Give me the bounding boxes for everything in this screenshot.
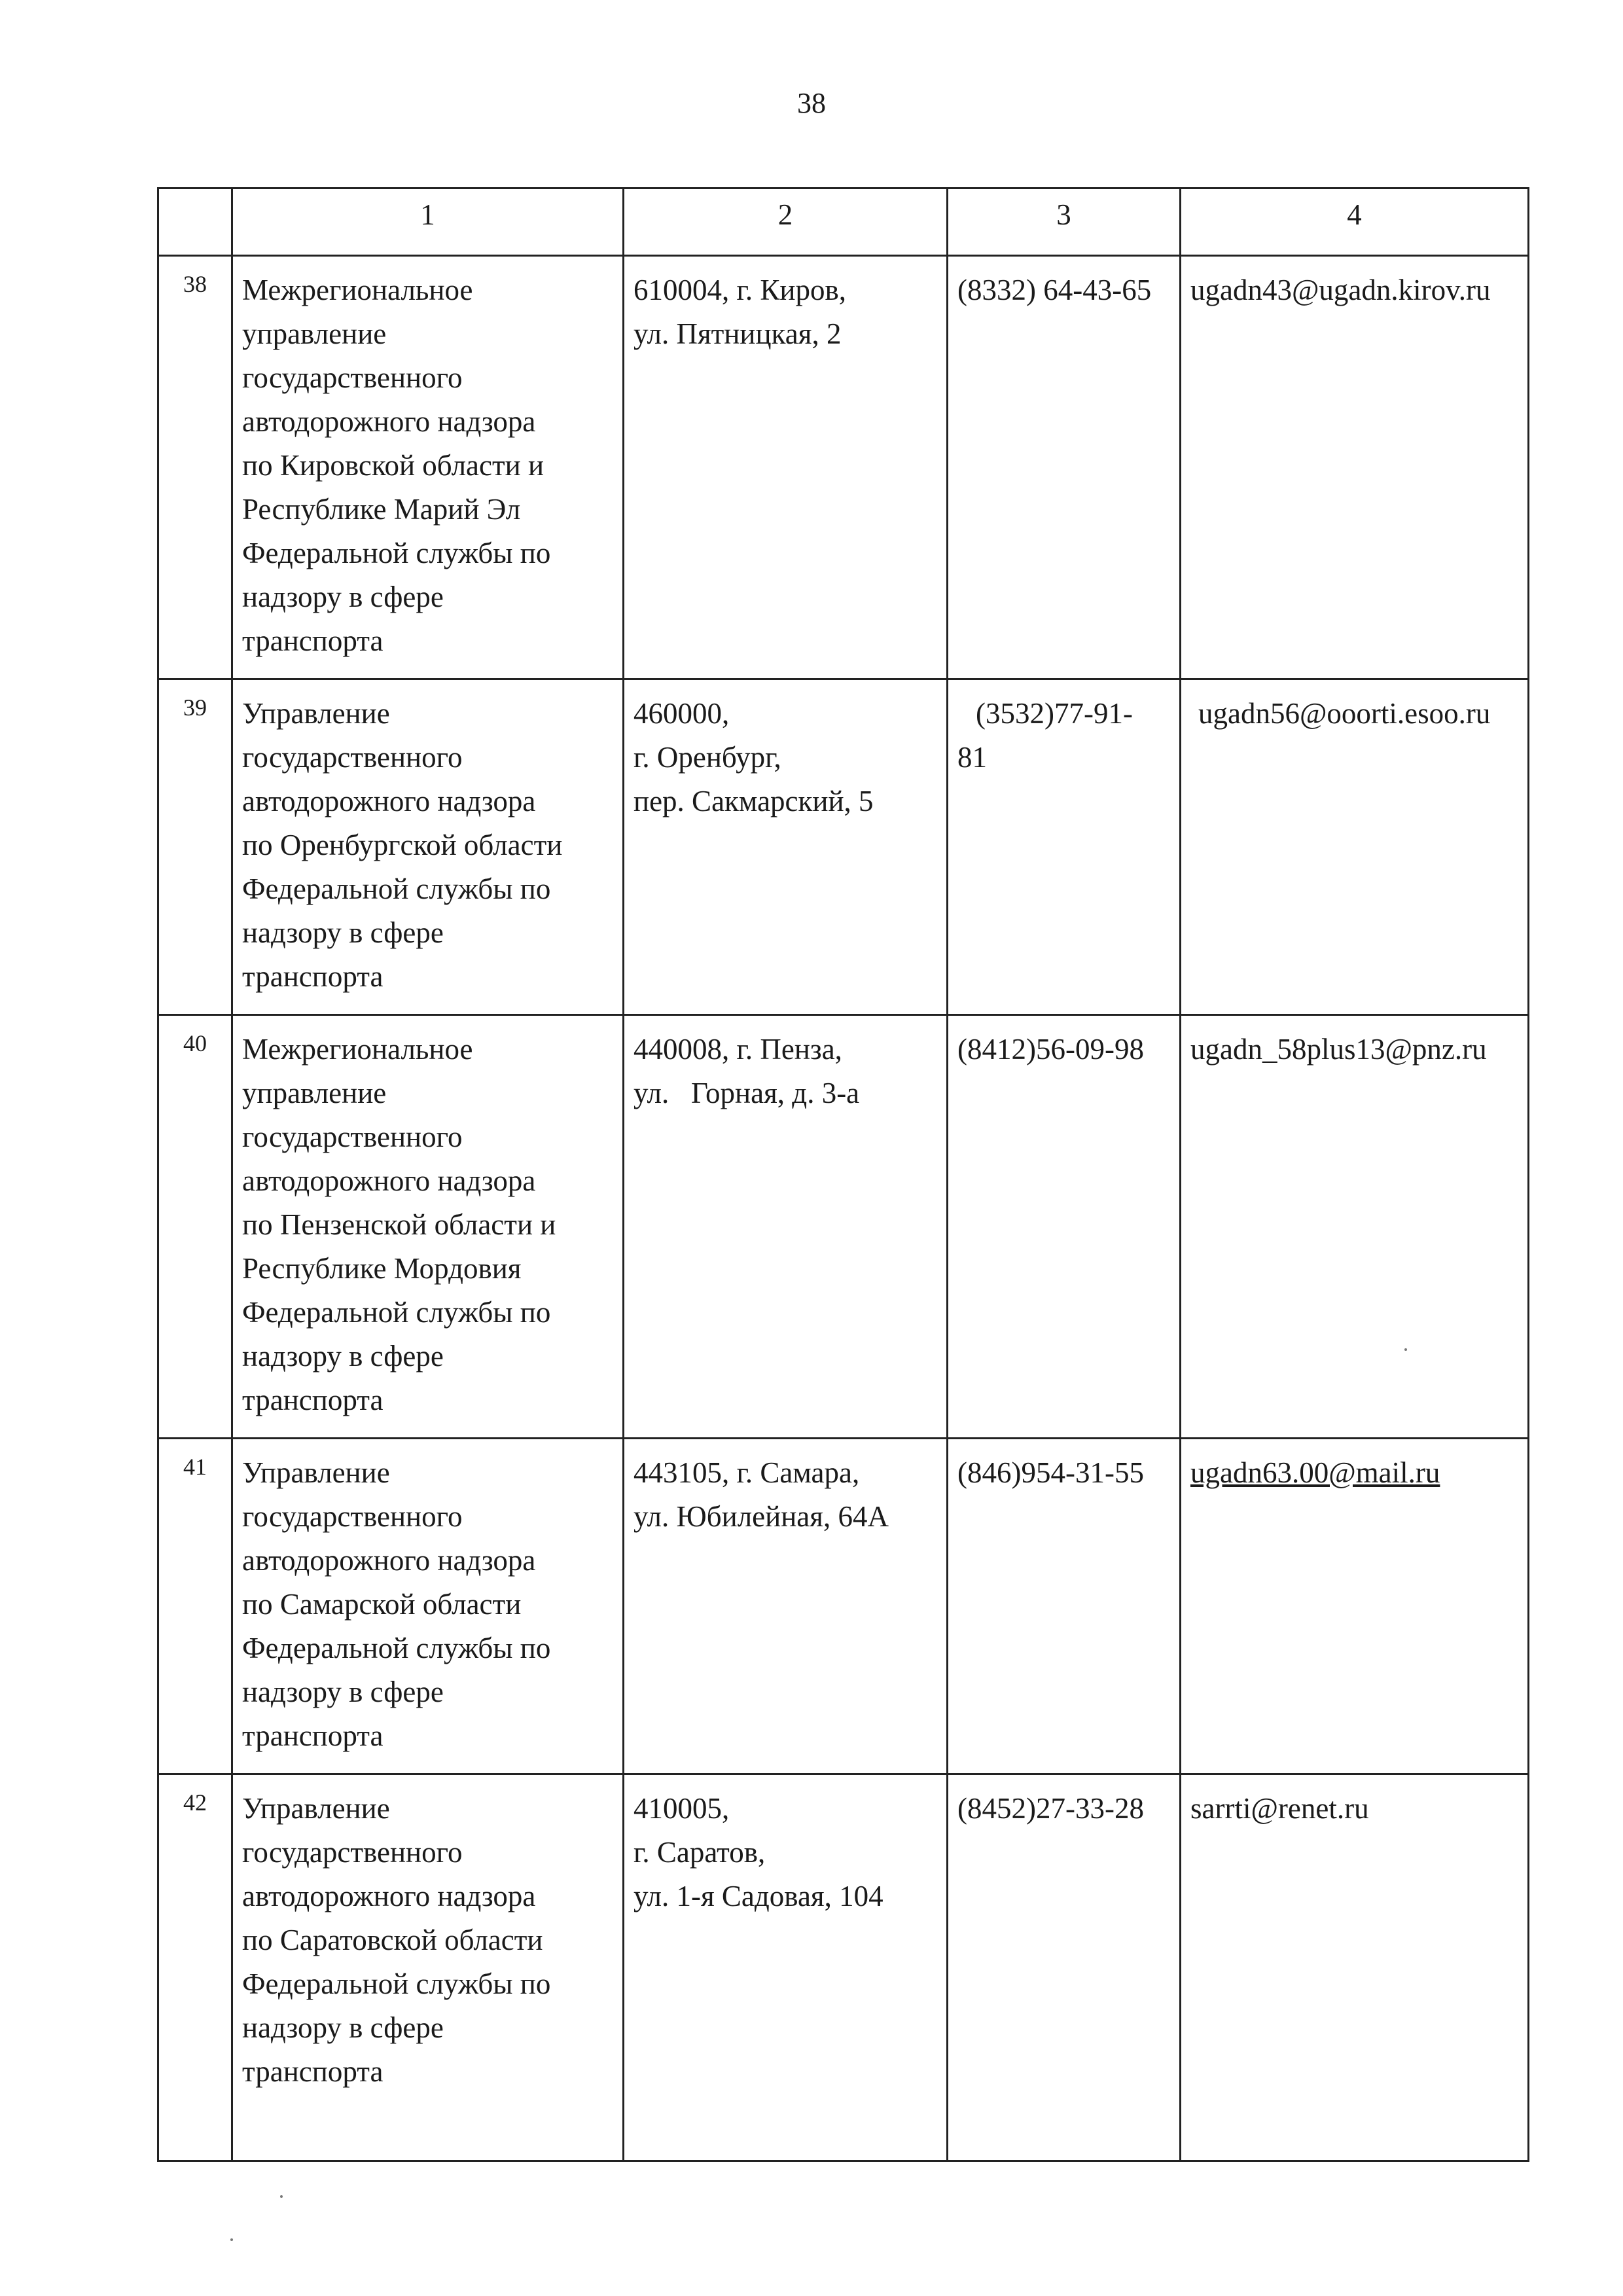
page-number: 38: [797, 87, 826, 119]
agency-email: ugadn43@ugadn.kirov.ru: [1181, 256, 1529, 679]
scan-speck: [280, 2195, 283, 2198]
agency-email: ugadn_58plus13@pnz.ru: [1181, 1015, 1529, 1439]
table-row: [158, 679, 1529, 1015]
name-line: надзору в сфере: [242, 1676, 444, 1708]
name-line: Республике Марий Эл: [242, 493, 521, 526]
header-cell-2: 2: [624, 188, 948, 256]
name-line: транспорта: [242, 960, 383, 993]
agency-phone: (8412)56-09-98: [948, 1015, 1181, 1439]
agency-address: [624, 1015, 948, 1439]
address-line: 443105, г. Самара,: [633, 1456, 860, 1489]
scan-speck: [230, 2238, 233, 2241]
name-line: Межрегиональное: [242, 1033, 473, 1066]
agency-name: [232, 1774, 624, 2161]
row-number: 40: [158, 1015, 232, 1439]
name-line: надзору в сфере: [242, 2011, 444, 2044]
agency-email: ugadn56@ooorti.esoo.ru: [1181, 679, 1529, 1015]
name-line: Федеральной службы по: [242, 1967, 551, 2000]
address-line: ул. Юбилейная, 64А: [633, 1500, 889, 1533]
row-number: 39: [158, 679, 232, 1015]
name-line: Федеральной службы по: [242, 537, 551, 569]
name-line: по Самарской области: [242, 1588, 522, 1621]
address-line: 410005,: [633, 1792, 730, 1825]
row-number: 41: [158, 1439, 232, 1774]
row-number: 38: [158, 256, 232, 679]
table-row: [158, 1774, 1529, 2161]
address-line: пер. Сакмарский, 5: [633, 785, 874, 817]
header-cell-1: 1: [232, 188, 624, 256]
phone-line: 81: [957, 741, 987, 774]
agency-phone: (8332) 64-43-65: [948, 256, 1181, 679]
agency-phone: (8452)27-33-28: [948, 1774, 1181, 2161]
agency-email: sarrti@renet.ru: [1181, 1774, 1529, 2161]
name-line: транспорта: [242, 624, 383, 657]
agency-name: [232, 1015, 624, 1439]
address-line: 440008, г. Пенза,: [633, 1033, 842, 1066]
header-cell-index: [158, 188, 232, 256]
agency-name: [232, 256, 624, 679]
name-line: Федеральной службы по: [242, 872, 551, 905]
agency-phone: (846)954-31-55: [948, 1439, 1181, 1774]
address-line: ул. Горная, д. 3-а: [633, 1077, 860, 1109]
name-line: государственного: [242, 1121, 463, 1153]
table-row: [158, 256, 1529, 679]
header-cell-4: 4: [1181, 188, 1529, 256]
name-line: по Саратовской области: [242, 1924, 543, 1956]
agency-contacts-table: [157, 187, 1529, 2162]
name-line: автодорожного надзора: [242, 1544, 536, 1577]
name-line: государственного: [242, 1836, 463, 1869]
name-line: транспорта: [242, 1719, 383, 1752]
address-line: ул. Пятницкая, 2: [633, 317, 842, 350]
agency-name: [232, 679, 624, 1015]
name-line: управление: [242, 317, 387, 350]
name-line: автодорожного надзора: [242, 1880, 536, 1912]
agency-address: [624, 1774, 948, 2161]
name-line: автодорожного надзора: [242, 785, 536, 817]
agency-name: [232, 1439, 624, 1774]
name-line: транспорта: [242, 1384, 383, 1416]
name-line: государственного: [242, 1500, 463, 1533]
address-line: 460000,: [633, 697, 730, 730]
name-line: Федеральной службы по: [242, 1632, 551, 1664]
table-row: [158, 1439, 1529, 1774]
address-line: г. Саратов,: [633, 1836, 766, 1869]
name-line: надзору в сфере: [242, 581, 444, 613]
name-line: Управление: [242, 697, 390, 730]
agency-address: [624, 1439, 948, 1774]
email-link[interactable]: ugadn63.00@mail.ru: [1190, 1456, 1440, 1489]
address-line: 610004, г. Киров,: [633, 274, 846, 306]
name-line: надзору в сфере: [242, 1340, 444, 1372]
phone-line: (3532)77-91-: [976, 697, 1133, 730]
table-row: [158, 1015, 1529, 1439]
agency-email: [1181, 1439, 1529, 1774]
name-line: Межрегиональное: [242, 274, 473, 306]
header-cell-3: 3: [948, 188, 1181, 256]
name-line: по Кировской области и: [242, 449, 544, 482]
name-line: автодорожного надзора: [242, 405, 536, 438]
agency-address: [624, 679, 948, 1015]
name-line: транспорта: [242, 2055, 383, 2088]
name-line: Управление: [242, 1456, 390, 1489]
name-line: по Пензенской области и: [242, 1208, 556, 1241]
name-line: автодорожного надзора: [242, 1164, 536, 1197]
address-line: ул. 1-я Садовая, 104: [633, 1880, 883, 1912]
agency-address: [624, 256, 948, 679]
row-number: 42: [158, 1774, 232, 2161]
scan-speck: [1404, 1348, 1407, 1351]
table-header-row: [158, 188, 1529, 256]
name-line: Управление: [242, 1792, 390, 1825]
name-line: Федеральной службы по: [242, 1296, 551, 1329]
name-line: государственного: [242, 741, 463, 774]
name-line: управление: [242, 1077, 387, 1109]
address-line: г. Оренбург,: [633, 741, 781, 774]
name-line: по Оренбургской области: [242, 829, 563, 861]
agency-phone: [948, 679, 1181, 1015]
name-line: Республике Мордовия: [242, 1252, 522, 1285]
name-line: государственного: [242, 361, 463, 394]
name-line: надзору в сфере: [242, 916, 444, 949]
